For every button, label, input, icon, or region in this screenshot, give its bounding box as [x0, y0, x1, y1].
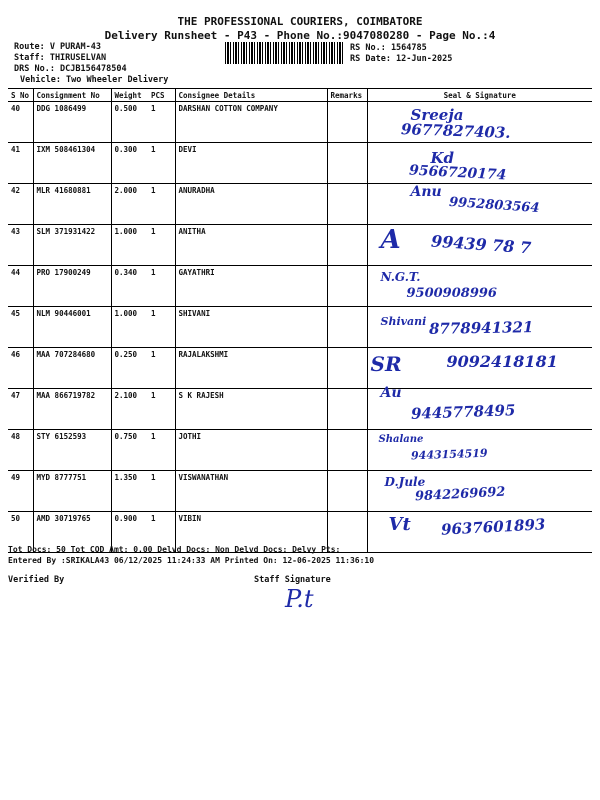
cell-weight: 2.100: [111, 389, 148, 430]
handwritten-phone: 9677827403.: [400, 120, 511, 142]
signature-image: [371, 186, 590, 222]
handwritten-name: A: [380, 225, 401, 255]
cell-cn: DDG 1086499: [33, 102, 111, 143]
cell-signature: [367, 307, 592, 348]
cell-signature: [367, 225, 592, 266]
runsheet-subtitle: Delivery Runsheet - P43 - Phone No.:9047080280 - Page No.:4: [104, 29, 496, 42]
cell-pcs: 1: [148, 307, 175, 348]
cell-remarks: [327, 389, 367, 430]
table-row: [8, 307, 592, 348]
cell-consignee: VIBIN: [175, 512, 327, 553]
col-remarks: Remarks: [327, 89, 367, 102]
cell-sno: 42: [8, 184, 33, 225]
cell-pcs: 1: [148, 143, 175, 184]
cell-cn: PRO 17900249: [33, 266, 111, 307]
handwritten-phone: 8778941321: [428, 318, 534, 338]
table-row: [8, 225, 592, 266]
handwritten-name: Shivani: [380, 315, 427, 328]
cell-remarks: [327, 307, 367, 348]
entered-by-line: Entered By :SRIKALA43 06/12/2025 11:24:33 AM Printed On: 12-06-2025 11:36:10: [8, 556, 375, 565]
rs-number: RS No.: 1564785: [350, 43, 427, 53]
cell-sno: 44: [8, 266, 33, 307]
signature-image: [371, 268, 590, 304]
cell-pcs: 1: [148, 389, 175, 430]
handwritten-phone: 9445778495: [410, 401, 516, 423]
signature-image: [371, 473, 590, 509]
cell-remarks: [327, 102, 367, 143]
cell-consignee: DEVI: [175, 143, 327, 184]
cell-remarks: [327, 225, 367, 266]
cell-sno: 41: [8, 143, 33, 184]
signature-image: [371, 432, 590, 468]
cell-consignee: GAYATHRI: [175, 266, 327, 307]
cell-sno: 43: [8, 225, 33, 266]
col-consignment: Consignment No: [33, 89, 111, 102]
cell-sno: 46: [8, 348, 33, 389]
handwritten-phone: 9952803564: [448, 194, 540, 217]
table-row: [8, 143, 592, 184]
handwritten-phone: 99439 78 7: [429, 231, 532, 258]
signature-image: [371, 350, 590, 386]
cell-consignee: S K RAJESH: [175, 389, 327, 430]
verified-by-label: Verified By: [8, 575, 65, 585]
signature-image: [371, 227, 590, 263]
cell-signature: [367, 143, 592, 184]
signature-image: [371, 104, 590, 140]
cell-consignee: VISWANATHAN: [175, 471, 327, 512]
cell-signature: [367, 512, 592, 553]
handwritten-name: Sreeja: [410, 106, 464, 124]
cell-sno: 47: [8, 389, 33, 430]
col-signature: Seal & Signature: [367, 89, 592, 102]
handwritten-name: N.G.T.: [380, 270, 421, 284]
drs-number: DRS No.: DCJB156478504: [14, 64, 127, 74]
staff-label: Staff: THIRUSELVAN: [14, 53, 107, 63]
cell-signature: [367, 430, 592, 471]
cell-pcs: 1: [148, 512, 175, 553]
cell-consignee: ANURADHA: [175, 184, 327, 225]
handwritten-name: Au: [380, 385, 402, 401]
cell-pcs: 1: [148, 471, 175, 512]
table-row: [8, 430, 592, 471]
table-row: [8, 184, 592, 225]
cell-signature: [367, 102, 592, 143]
cell-signature: [367, 348, 592, 389]
cell-cn: NLM 90446001: [33, 307, 111, 348]
cell-pcs: 1: [148, 225, 175, 266]
handwritten-name: Anu: [410, 184, 442, 200]
table-row: [8, 102, 592, 143]
handwritten-phone: 9566720174: [408, 162, 507, 184]
cell-signature: [367, 471, 592, 512]
handwritten-phone: 9842269692: [414, 484, 506, 505]
totals-line: Tot Docs: 50 Tot COD Amt: 0.00 Delvd Docs: Non Delvd Docs: Delvy Pts:: [8, 545, 341, 554]
cell-cn: MAA 707284680: [33, 348, 111, 389]
table-row: [8, 266, 592, 307]
cell-cn: AMD 30719765: [33, 512, 111, 553]
signature-image: [371, 145, 590, 184]
cell-weight: 1.350: [111, 471, 148, 512]
cell-cn: IXM 508461304: [33, 143, 111, 184]
col-consignee: Consignee Details: [175, 89, 327, 102]
handwritten-name: Vt: [388, 514, 411, 535]
cell-cn: SLM 371931422: [33, 225, 111, 266]
company-title: THE PROFESSIONAL COURIERS, COIMBATORE: [177, 15, 423, 28]
cell-consignee: ANITHA: [175, 225, 327, 266]
cell-pcs: 1: [148, 102, 175, 143]
cell-remarks: [327, 266, 367, 307]
cell-sno: 40: [8, 102, 33, 143]
cell-weight: 0.900: [111, 512, 148, 553]
cell-pcs: 1: [148, 266, 175, 307]
table-row: [8, 389, 592, 430]
cell-weight: 0.300: [111, 143, 148, 184]
staff-signature-mark: P.t: [285, 585, 314, 613]
cell-weight: 1.000: [111, 225, 148, 266]
handwritten-name: SR: [370, 352, 402, 376]
cell-pcs: 1: [148, 348, 175, 389]
cell-remarks: [327, 430, 367, 471]
cell-remarks: [327, 348, 367, 389]
cell-weight: 0.340: [111, 266, 148, 307]
cell-weight: 1.000: [111, 307, 148, 348]
table-header-row: [8, 89, 592, 102]
staff-signature-label: Staff Signature: [254, 575, 331, 585]
signature-image: [371, 514, 590, 550]
table-row: [8, 348, 592, 389]
handwritten-name: Shalane: [378, 434, 424, 445]
cell-pcs: 1: [148, 184, 175, 225]
col-weight: Weight: [111, 89, 148, 102]
cell-cn: STY 6152593: [33, 430, 111, 471]
cell-weight: 2.000: [111, 184, 148, 225]
cell-consignee: DARSHAN COTTON COMPANY: [175, 102, 327, 143]
handwritten-phone: 9092418181: [446, 352, 558, 371]
cell-remarks: [327, 471, 367, 512]
cell-signature: [367, 184, 592, 225]
cell-sno: 48: [8, 430, 33, 471]
cell-remarks: [327, 184, 367, 225]
route-label: Route: V PURAM-43: [14, 42, 101, 52]
rs-date: RS Date: 12-Jun-2025: [350, 54, 453, 64]
col-sno: S No: [8, 89, 33, 102]
cell-consignee: RAJALAKSHMI: [175, 348, 327, 389]
handwritten-phone: 9637601893: [440, 515, 546, 539]
cell-consignee: JOTHI: [175, 430, 327, 471]
handwritten-name: D.Jule: [384, 475, 426, 489]
cell-signature: [367, 385, 592, 430]
cell-cn: MAA 866719782: [33, 389, 111, 430]
cell-weight: 0.250: [111, 348, 148, 389]
cell-sno: 50: [8, 512, 33, 553]
col-pcs: PCS: [148, 89, 175, 102]
cell-signature: [367, 266, 592, 307]
cell-weight: 0.500: [111, 102, 148, 143]
cell-sno: 45: [8, 307, 33, 348]
cell-remarks: [327, 143, 367, 184]
cell-weight: 0.750: [111, 430, 148, 471]
table-row: [8, 471, 592, 512]
cell-sno: 49: [8, 471, 33, 512]
signature-image: [371, 309, 590, 345]
runsheet-table: [8, 88, 592, 553]
handwritten-phone: 9443154519: [410, 446, 488, 463]
handwritten-name: Kd: [430, 149, 455, 167]
cell-cn: MYD 8777751: [33, 471, 111, 512]
cell-pcs: 1: [148, 430, 175, 471]
cell-consignee: SHIVANI: [175, 307, 327, 348]
barcode-image: [225, 42, 343, 64]
vehicle-label: Vehicle: Two Wheeler Delivery: [20, 75, 169, 85]
handwritten-phone: 9500908996: [406, 286, 497, 301]
cell-cn: MLR 41680881: [33, 184, 111, 225]
signature-image: [371, 385, 590, 427]
